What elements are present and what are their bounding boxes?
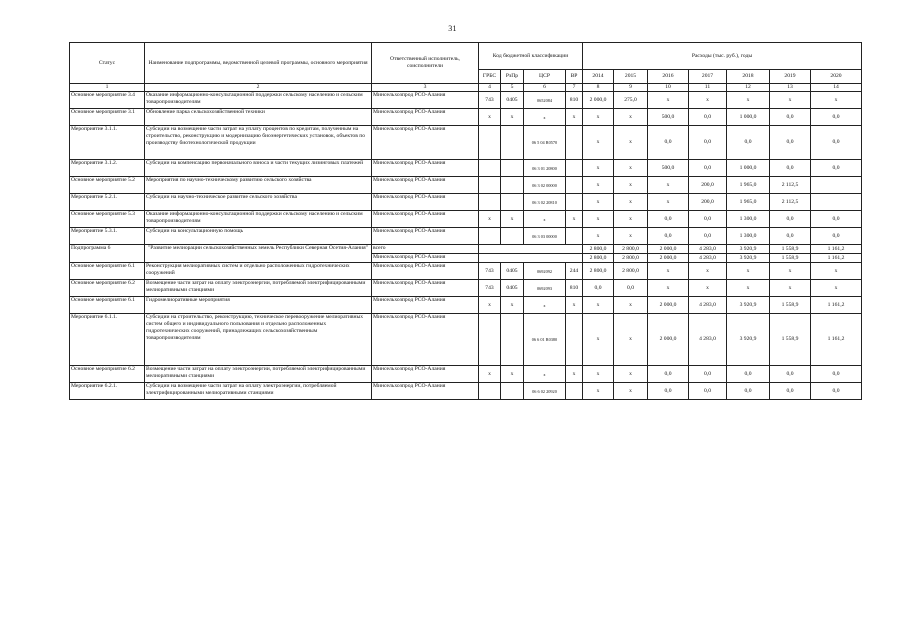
row-rzpr <box>501 177 524 194</box>
column-index: 10 <box>648 84 689 92</box>
row-rzpr: x <box>501 211 524 228</box>
row-grbs: 743 <box>479 263 501 280</box>
row-year-2017: 4 283,0 <box>689 314 727 366</box>
row-name: Мероприятия по научно-техническому развитию сельского хозяйства <box>145 177 372 194</box>
subprogram-executor-value: 1 161,2 <box>811 254 862 263</box>
row-executor: Минсельхозпрод РСО-Алания <box>372 109 479 126</box>
row-status: Мероприятие 3.1.2. <box>70 160 145 177</box>
row-year-2014: 2 800,0 <box>583 263 614 280</box>
row-year-2016: 0,0 <box>648 211 689 228</box>
table-row <box>70 314 862 366</box>
subprogram-total-value: 2 000,0 <box>648 245 689 254</box>
table-row <box>70 194 862 211</box>
row-name: Субсидии на строительство, реконструкцию, техническое перевооружение мелиоративных систем общего и индивидуального пользования и отдельно расположенных гидротехнических сооружений, принадлежащих сельскохозяйственным товаропроизводителям <box>145 314 372 366</box>
row-year-2018: 1 965,0 <box>727 194 770 211</box>
row-executor: Минсельхозпрод РСО-Алания <box>372 280 479 297</box>
row-year-2017: x <box>689 263 727 280</box>
row-status: Основное мероприятие 6.1 <box>70 263 145 280</box>
row-year-2019: 1 558,9 <box>770 314 811 366</box>
row-year-2014: x <box>583 109 614 126</box>
row-year-2020: 0,0 <box>811 366 862 383</box>
row-grbs: x <box>479 366 501 383</box>
row-grbs: x <box>479 211 501 228</box>
row-status: Основное мероприятие 6.2 <box>70 280 145 297</box>
row-year-2019: 0,0 <box>770 383 811 400</box>
row-year-2015: x <box>614 297 648 314</box>
row-executor: Минсельхозпрод РСО-Алания <box>372 314 479 366</box>
row-csr: 0692093 <box>524 280 566 297</box>
row-status: Основное мероприятие 5.2 <box>70 177 145 194</box>
row-csr: x <box>524 297 566 314</box>
row-grbs: x <box>479 297 501 314</box>
row-grbs <box>479 314 501 366</box>
row-year-2017: 4 283,0 <box>689 297 727 314</box>
header-executor: Ответственный исполнитель, соисполнители <box>372 43 479 84</box>
row-year-2020: 0,0 <box>811 228 862 245</box>
row-grbs <box>479 228 501 245</box>
row-status: Основное мероприятие 6.2 <box>70 366 145 383</box>
subprogram-executor-value: 2 800,0 <box>583 254 614 263</box>
row-grbs <box>479 160 501 177</box>
row-year-2017: 0,0 <box>689 366 727 383</box>
row-grbs: 743 <box>479 92 501 109</box>
row-year-2020: 0,0 <box>811 126 862 160</box>
row-year-2016: x <box>648 177 689 194</box>
row-year-2015: x <box>614 160 648 177</box>
row-year-2016: 0,0 <box>648 366 689 383</box>
row-name: Субсидии на консультационную помощь <box>145 228 372 245</box>
row-year-2018: 1 300,0 <box>727 211 770 228</box>
row-status: Основное мероприятие 5.3 <box>70 211 145 228</box>
column-index: 12 <box>727 84 770 92</box>
row-year-2014: 0,0 <box>583 280 614 297</box>
row-status: Мероприятие 5.3.1. <box>70 228 145 245</box>
row-executor: Минсельхозпрод РСО-Алания <box>372 160 479 177</box>
row-vr <box>566 177 583 194</box>
row-year-2018: 1 000,0 <box>727 109 770 126</box>
row-rzpr: x <box>501 297 524 314</box>
subprogram-total-label: всего <box>372 245 479 254</box>
row-year-2017: x <box>689 92 727 109</box>
row-year-2020 <box>811 177 862 194</box>
row-executor: Минсельхозпрод РСО-Алания <box>372 366 479 383</box>
header-csr: ЦСР <box>524 70 566 84</box>
table-row <box>70 92 862 109</box>
row-year-2019: 0,0 <box>770 160 811 177</box>
row-year-2020: 0,0 <box>811 211 862 228</box>
row-year-2017: 0,0 <box>689 109 727 126</box>
row-status: Основное мероприятие 6.1 <box>70 297 145 314</box>
row-year-2020: x <box>811 280 862 297</box>
row-year-2017: 200,0 <box>689 194 727 211</box>
row-year-2018: x <box>727 92 770 109</box>
row-executor: Минсельхозпрод РСО-Алания <box>372 383 479 400</box>
row-year-2017: 0,0 <box>689 228 727 245</box>
table-row <box>70 383 862 400</box>
row-year-2019: 1 558,9 <box>770 297 811 314</box>
row-rzpr <box>501 228 524 245</box>
header-year: 2016 <box>648 70 689 84</box>
row-year-2018: 0,0 <box>727 383 770 400</box>
row-status: Мероприятие 3.1.1. <box>70 126 145 160</box>
row-name: Возмещение части затрат на оплату электроэнергии, потребляемой электрифицированными мелиоративными станциями <box>145 366 372 383</box>
row-executor: Минсельхозпрод РСО-Алания <box>372 92 479 109</box>
row-rzpr: x <box>501 109 524 126</box>
row-name: Возмещение части затрат на оплату электроэнергии, потребляемой электрифицированными мелиоративными станциями <box>145 280 372 297</box>
row-year-2020: x <box>811 263 862 280</box>
row-year-2019: 0,0 <box>770 366 811 383</box>
header-year: 2020 <box>811 70 862 84</box>
row-year-2015: 275,0 <box>614 92 648 109</box>
row-year-2014: x <box>583 383 614 400</box>
column-index: 1 <box>70 84 145 92</box>
row-vr: x <box>566 211 583 228</box>
column-index: 7 <box>566 84 583 92</box>
empty-cell <box>479 245 583 254</box>
row-year-2020: 0,0 <box>811 383 862 400</box>
row-executor: Минсельхозпрод РСО-Алания <box>372 177 479 194</box>
row-year-2019: 0,0 <box>770 211 811 228</box>
row-year-2016: 0,0 <box>648 126 689 160</box>
row-year-2015: x <box>614 314 648 366</box>
row-year-2016: x <box>648 263 689 280</box>
row-status: Мероприятие 6.1.1. <box>70 314 145 366</box>
row-rzpr: 0405 <box>501 280 524 297</box>
subprogram-executor-value: 4 283,0 <box>689 254 727 263</box>
row-year-2015: 2 800,0 <box>614 263 648 280</box>
row-year-2019: 0,0 <box>770 228 811 245</box>
row-status: Мероприятие 6.2.1. <box>70 383 145 400</box>
column-index: 5 <box>501 84 524 92</box>
row-grbs <box>479 177 501 194</box>
table-row <box>70 160 862 177</box>
header-name: Наименование подпрограммы, ведомственной целевой программы, основного мероприятия <box>145 43 372 84</box>
subprogram-executor-value: 2 800,0 <box>614 254 648 263</box>
row-year-2018: 0,0 <box>727 126 770 160</box>
row-name: Субсидии на возмещение части затрат на оплату электроэнергии, потребляемой электрифицированными мелиоративными станциями <box>145 383 372 400</box>
row-year-2014: x <box>583 297 614 314</box>
row-csr: 06 3 01 20800 <box>524 160 566 177</box>
table-body <box>70 84 862 400</box>
table-row <box>70 263 862 280</box>
row-vr <box>566 314 583 366</box>
row-year-2020 <box>811 194 862 211</box>
row-year-2014: x <box>583 177 614 194</box>
row-rzpr <box>501 126 524 160</box>
row-year-2016: 0,0 <box>648 228 689 245</box>
row-status: Основное мероприятие 3.4 <box>70 92 145 109</box>
column-index: 2 <box>145 84 372 92</box>
row-vr: x <box>566 366 583 383</box>
row-year-2018: 1 965,0 <box>727 177 770 194</box>
row-year-2018: 0,0 <box>727 366 770 383</box>
row-year-2020: 1 161,2 <box>811 314 862 366</box>
row-name: Субсидии на компенсацию первоначального взноса и части текущих лизинговых платежей <box>145 160 372 177</box>
row-year-2015: x <box>614 126 648 160</box>
row-year-2018: 3 920,9 <box>727 314 770 366</box>
row-year-2018: 1 000,0 <box>727 160 770 177</box>
header-year: 2019 <box>770 70 811 84</box>
row-year-2020: 0,0 <box>811 160 862 177</box>
row-year-2018: x <box>727 280 770 297</box>
row-year-2018: x <box>727 263 770 280</box>
subprogram-name: "Развитие мелиорации сельскохозяйственных земель Республики Северная Осетия-Алания" <box>145 245 372 263</box>
subprogram-status: Подпрограмма 6 <box>70 245 145 263</box>
row-name: Реконструкция мелиоративных систем и отдельно расположенных гидротехнических сооружений <box>145 263 372 280</box>
row-vr: 810 <box>566 280 583 297</box>
row-grbs <box>479 126 501 160</box>
row-vr: 810 <box>566 92 583 109</box>
row-csr: 06 3 03 00000 <box>524 228 566 245</box>
budget-table <box>69 42 862 400</box>
subprogram-executor-value: 1 558,9 <box>770 254 811 263</box>
row-year-2014: x <box>583 126 614 160</box>
row-year-2017: x <box>689 280 727 297</box>
row-year-2018: 1 300,0 <box>727 228 770 245</box>
header-year: 2017 <box>689 70 727 84</box>
header-budget-code: Код бюджетной классификации <box>479 43 583 70</box>
column-index: 8 <box>583 84 614 92</box>
page-number: 31 <box>448 24 457 33</box>
subprogram-total-value: 2 800,0 <box>614 245 648 254</box>
row-grbs: 743 <box>479 280 501 297</box>
row-year-2016: x <box>648 92 689 109</box>
row-year-2016: 2 000,0 <box>648 314 689 366</box>
column-index: 4 <box>479 84 501 92</box>
row-year-2016: x <box>648 194 689 211</box>
row-year-2015: x <box>614 366 648 383</box>
row-year-2016: x <box>648 280 689 297</box>
row-vr: x <box>566 297 583 314</box>
row-year-2016: 500,0 <box>648 109 689 126</box>
row-executor: Минсельхозпрод РСО-Алания <box>372 297 479 314</box>
subprogram-executor: Минсельхозпрод РСО-Алания <box>372 254 479 263</box>
column-index: 6 <box>524 84 566 92</box>
row-year-2016: 0,0 <box>648 383 689 400</box>
row-rzpr <box>501 194 524 211</box>
header-status: Статус <box>70 43 145 84</box>
column-index: 13 <box>770 84 811 92</box>
header-year: 2018 <box>727 70 770 84</box>
column-index: 9 <box>614 84 648 92</box>
header-expenses: Расходы (тыс. руб.), годы <box>583 43 862 70</box>
subprogram-total-value: 3 920,9 <box>727 245 770 254</box>
subprogram-total-value: 1 558,9 <box>770 245 811 254</box>
row-csr: 06 5 04 R0570 <box>524 126 566 160</box>
row-year-2017: 0,0 <box>689 211 727 228</box>
row-year-2014: 2 000,0 <box>583 92 614 109</box>
header-rzpr: РзПр <box>501 70 524 84</box>
row-executor: Минсельхозпрод РСО-Алания <box>372 228 479 245</box>
row-grbs: x <box>479 109 501 126</box>
row-csr: 0692092 <box>524 263 566 280</box>
row-rzpr <box>501 383 524 400</box>
header-year: 2015 <box>614 70 648 84</box>
row-name: Оказание информационно-консультационной поддержки сельскому населению и сельским товаропроизводителям <box>145 92 372 109</box>
row-year-2020: x <box>811 92 862 109</box>
subprogram-executor-value: 3 920,9 <box>727 254 770 263</box>
row-vr <box>566 126 583 160</box>
row-year-2014: x <box>583 366 614 383</box>
row-year-2015: x <box>614 228 648 245</box>
row-year-2014: x <box>583 160 614 177</box>
row-year-2019: x <box>770 263 811 280</box>
column-index: 11 <box>689 84 727 92</box>
row-year-2014: x <box>583 314 614 366</box>
row-grbs <box>479 194 501 211</box>
row-vr: x <box>566 109 583 126</box>
row-year-2018: 3 920,9 <box>727 297 770 314</box>
row-rzpr <box>501 314 524 366</box>
row-year-2015: x <box>614 383 648 400</box>
subprogram-executor-value: 2 000,0 <box>648 254 689 263</box>
row-year-2017: 0,0 <box>689 383 727 400</box>
row-csr: x <box>524 366 566 383</box>
row-year-2017: 0,0 <box>689 160 727 177</box>
row-year-2016: 2 000,0 <box>648 297 689 314</box>
row-vr <box>566 228 583 245</box>
table-row <box>70 109 862 126</box>
row-year-2014: x <box>583 211 614 228</box>
subprogram-total-value: 2 800,0 <box>583 245 614 254</box>
row-csr: 06 6 02 20920 <box>524 383 566 400</box>
row-year-2019: 0,0 <box>770 126 811 160</box>
table-row <box>70 280 862 297</box>
row-vr: 244 <box>566 263 583 280</box>
subprogram-total-row <box>70 245 862 254</box>
row-vr <box>566 194 583 211</box>
row-name: Гидромелиоративные мероприятия <box>145 297 372 314</box>
column-index-row <box>70 84 862 92</box>
row-year-2015: x <box>614 194 648 211</box>
table-row <box>70 211 862 228</box>
subprogram-total-value: 1 161,2 <box>811 245 862 254</box>
row-year-2019: 0,0 <box>770 109 811 126</box>
row-executor: Минсельхозпрод РСО-Алания <box>372 211 479 228</box>
column-index: 14 <box>811 84 862 92</box>
table-row <box>70 366 862 383</box>
row-year-2019: x <box>770 280 811 297</box>
row-year-2015: 0,0 <box>614 280 648 297</box>
row-executor: Минсельхозпрод РСО-Алания <box>372 194 479 211</box>
row-year-2020: 0,0 <box>811 109 862 126</box>
header-grbs: ГРБС <box>479 70 501 84</box>
row-status: Основное мероприятие 3.1 <box>70 109 145 126</box>
row-name: Оказание информационно-консультационной поддержки сельскому населению и сельским товаропроизводителям <box>145 211 372 228</box>
row-rzpr: 0405 <box>501 263 524 280</box>
row-rzpr: x <box>501 366 524 383</box>
row-csr: x <box>524 109 566 126</box>
table-row <box>70 297 862 314</box>
column-index: 3 <box>372 84 479 92</box>
row-year-2014: x <box>583 194 614 211</box>
row-csr: 06 3 02 00000 <box>524 177 566 194</box>
row-csr: 06 3 02 20810 <box>524 194 566 211</box>
subprogram-total-value: 4 283,0 <box>689 245 727 254</box>
table-row <box>70 228 862 245</box>
table-row <box>70 126 862 160</box>
row-executor: Минсельхозпрод РСО-Алания <box>372 126 479 160</box>
row-grbs <box>479 383 501 400</box>
header-vr: ВР <box>566 70 583 84</box>
row-year-2015: x <box>614 177 648 194</box>
row-year-2017: 0,0 <box>689 126 727 160</box>
row-year-2015: x <box>614 211 648 228</box>
row-year-2017: 200,0 <box>689 177 727 194</box>
row-csr: x <box>524 211 566 228</box>
row-year-2019: 2 112,5 <box>770 177 811 194</box>
row-year-2016: 500,0 <box>648 160 689 177</box>
row-vr <box>566 383 583 400</box>
row-name: Субсидии на научно-техническое развитие сельского хозяйства <box>145 194 372 211</box>
row-year-2014: x <box>583 228 614 245</box>
row-status: Мероприятие 5.2.1. <box>70 194 145 211</box>
row-year-2019: 2 112,5 <box>770 194 811 211</box>
row-year-2019: x <box>770 92 811 109</box>
table-row <box>70 177 862 194</box>
row-name: Субсидии на возмещение части затрат на уплату процентов по кредитам, полученным на строительство, реконструкцию и модернизацию биоэнергетических установок, объектов по производству биотехнологической продукции <box>145 126 372 160</box>
row-year-2020: 1 161,2 <box>811 297 862 314</box>
empty-cell <box>479 254 583 263</box>
row-name: Обновление парка сельскохозяйственной техники <box>145 109 372 126</box>
row-rzpr: 0405 <box>501 92 524 109</box>
header-year: 2014 <box>583 70 614 84</box>
row-rzpr <box>501 160 524 177</box>
row-csr: 06 6 01 R0380 <box>524 314 566 366</box>
row-executor: Минсельхозпрод РСО-Алания <box>372 263 479 280</box>
row-year-2015: x <box>614 109 648 126</box>
row-vr <box>566 160 583 177</box>
row-csr: 0652084 <box>524 92 566 109</box>
